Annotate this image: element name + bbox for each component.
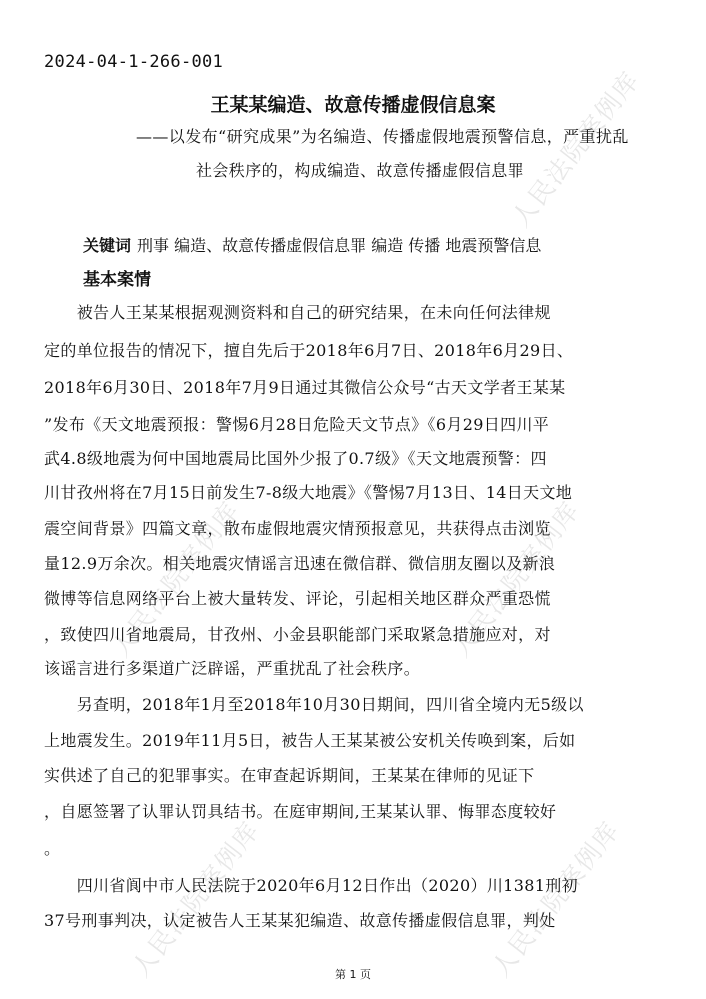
body-line: 另查明，2018年1月至2018年10月30日期间，四川省全境内无5级以 <box>44 695 584 714</box>
case-number: 2024-04-1-266-001 <box>44 52 224 72</box>
watermark: 人民法院案例库 <box>126 815 266 983</box>
watermark: 人民法院案例库 <box>506 65 646 233</box>
keywords-label: 关键词 <box>83 236 132 255</box>
body-line: 37号刑事判决，认定被告人王某某犯编造、故意传播虚假信息罪，判处 <box>44 911 556 930</box>
body-line: 川甘孜州将在7月15日前发生7-8级大地震》《警惕7月13日、14日天文地 <box>44 483 573 502</box>
body-line: 2018年6月30日、2018年7月9日通过其微信公众号“古天文学者王某某 <box>44 378 566 397</box>
body-line: ”发布《天文地震预报：警惕6月28日危险天文节点》《6月29日四川平 <box>44 415 550 434</box>
body-line: 被告人王某某根据观测资料和自己的研究结果，在未向任何法律规 <box>44 303 551 322</box>
body-line: 定的单位报告的情况下，擅自先后于2018年6月7日、2018年6月29日、 <box>44 341 574 360</box>
body-line: 量12.9万余次。相关地震灾情谣言迅速在微信群、微信朋友圈以及新浪 <box>44 554 556 573</box>
body-line: ，自愿签署了认罪认罚具结书。在庭审期间,王某某认罪、悔罪态度较好 <box>44 802 557 821</box>
subtitle-line: ——以发布“研究成果”为名编造、传播虚假地震预警信息，严重扰乱 <box>136 127 629 146</box>
body-line: 微博等信息网络平台上被大量转发、评论，引起相关地区群众严重恐慌 <box>44 589 551 608</box>
body-line: 四川省阆中市人民法院于2020年6月12日作出（2020）川1381刑初 <box>44 876 578 895</box>
body-line: ，致使四川省地震局，甘孜州、小金县职能部门采取紧急措施应对，对 <box>44 625 551 644</box>
keywords-text: 刑事 编造、故意传播虚假信息罪 编造 传播 地震预警信息 <box>137 236 542 255</box>
watermark: 人民法院案例库 <box>486 815 626 983</box>
watermark: 人民法院案例库 <box>446 495 586 663</box>
body-line: 武4.8级地震为何中国地震局比国外少报了0.7级》《天文地震预警：四 <box>44 449 547 468</box>
subtitle-line: 社会秩序的，构成编造、故意传播虚假信息罪 <box>196 161 525 180</box>
keywords-row <box>83 233 541 256</box>
body-line: 震空间背景》四篇文章，散布虚假地震灾情预报意见，共获得点击浏览 <box>44 519 551 538</box>
page-number: 第 1 页 <box>335 968 371 981</box>
body-line: 实供述了自己的犯罪事实。在审查起诉期间，王某某在律师的见证下 <box>44 766 535 785</box>
body-line: 。 <box>44 839 61 858</box>
body-line: 上地震发生。2019年11月5日，被告人王某某被公安机关传唤到案，后如 <box>44 731 576 750</box>
watermark: 人民法院案例库 <box>106 495 246 663</box>
section-heading: 基本案情 <box>83 270 151 290</box>
body-line: 该谣言进行多渠道广泛辟谣，严重扰乱了社会秩序。 <box>44 659 421 678</box>
page-title: 王某某编造、故意传播虚假信息案 <box>210 94 496 116</box>
